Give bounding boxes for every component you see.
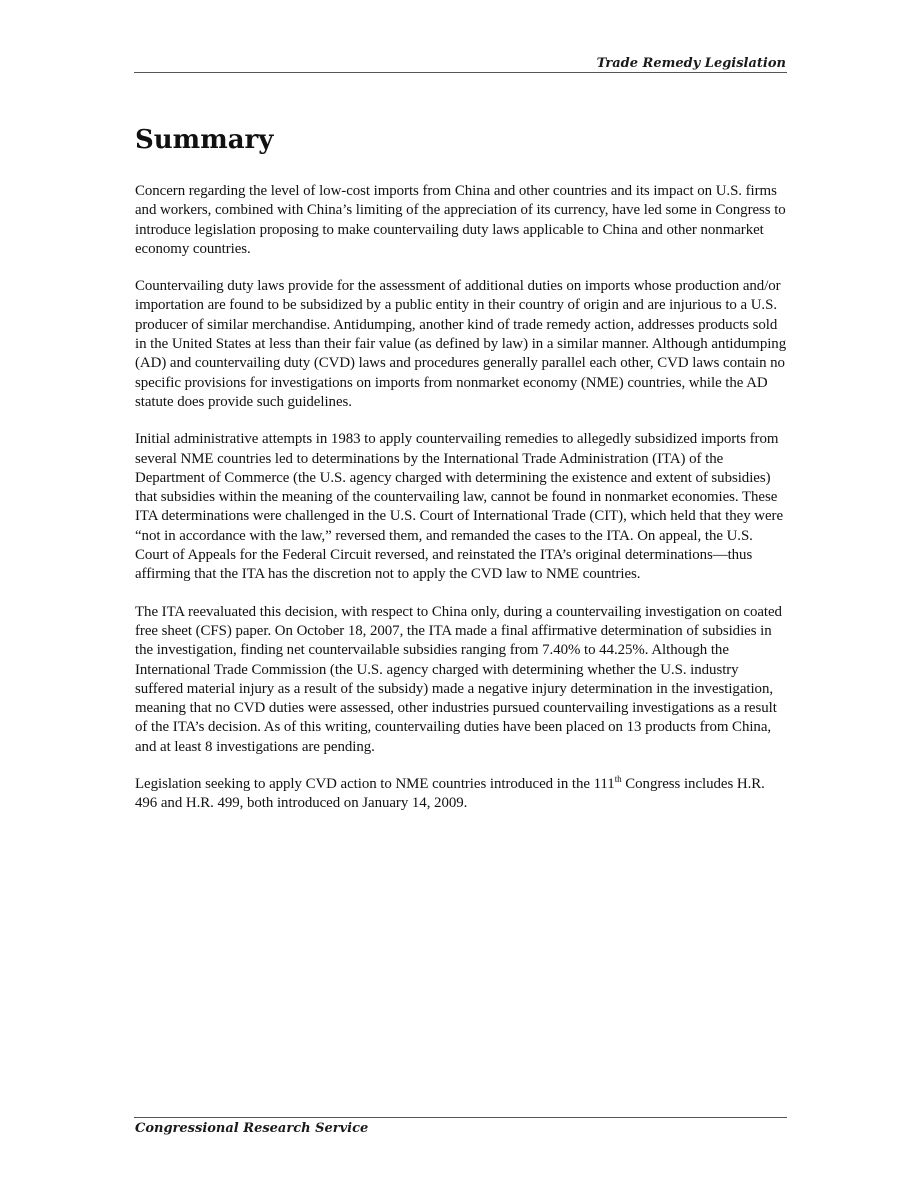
running-footer: Congressional Research Service [135,1121,369,1136]
footer-rule [134,1117,787,1118]
summary-paragraph-1: Concern regarding the level of low-cost imports from China and other countries and its impact on U.S. firms and workers, combined with China’s limiting of the appreciation of its currency, have led some in Congress to introduce legislation proposing to make countervailing duty laws applicable to China and other nonmarket economy countries. [135,183,786,257]
summary-paragraph-2: Countervailing duty laws provide for the assessment of additional duties on imports whose production and/or importation are found to be subsidized by a public entity in their country of origin and are injurious to a U.S. producer of similar merchandise. Antidumping, another kind of trade remedy action, addresses products sold in the United States at less than their fair value (as defined by law) in a similar manner. Although antidumping (AD) and countervailing duty (CVD) laws and procedures generally parallel each other, CVD laws contain no specific provisions for investigations on imports from nonmarket economy (NME) countries, while the AD statute does provide such guidelines. [135,278,787,410]
summary-paragraph-5 [135,775,787,814]
summary-section [135,120,787,832]
header-rule [134,72,787,73]
paragraph-5-text-end: Congress includes H.R. 496 and H.R. 499, both introduced on January 14, 2009. [135,776,765,812]
paragraph-5-text-start: Legislation seeking to apply CVD action to NME countries introduced in the 111 [135,776,615,793]
ordinal-superscript: th [614,774,622,785]
summary-paragraph-3: Initial administrative attempts in 1983 to apply countervailing remedies to allegedly subsidized imports from several NME countries led to determinations by the International Trade Administration (ITA) of the Department of Commerce (the U.S. agency charged with determining the existence and extent of subsidies) that subsidies within the meaning of the countervailing law, cannot be found in nonmarket economies. These ITA determinations were challenged in the U.S. Court of International Trade (CIT), which held that they were “not in accordance with the law,” reversed them, and remanded the cases to the ITA. On appeal, the U.S. Court of Appeals for the Federal Circuit reversed, and reinstated the ITA’s original determinations—thus affirming that the ITA has the discretion not to apply the CVD law to NME countries. [135,431,783,583]
running-header: Trade Remedy Legislation [596,56,786,71]
summary-paragraph-4: The ITA reevaluated this decision, with respect to China only, during a countervailing investigation on coated free sheet (CFS) paper. On October 18, 2007, the ITA made a final affirmative determination of subsidies in the investigation, finding net countervailable subsidies ranging from 7.40% to 44.25%. Although the International Trade Commission (the U.S. agency charged with determining whether the U.S. industry suffered material injury as a result of the subsidy) made a negative injury determination in the investigation, meaning that no CVD duties were assessed, other industries pursued countervailing investigations as a result of the ITA’s decision. As of this writing, countervailing duties have been placed on 13 products from China, and at least 8 investigations are pending. [135,603,782,755]
summary-heading: Summary [135,125,274,155]
